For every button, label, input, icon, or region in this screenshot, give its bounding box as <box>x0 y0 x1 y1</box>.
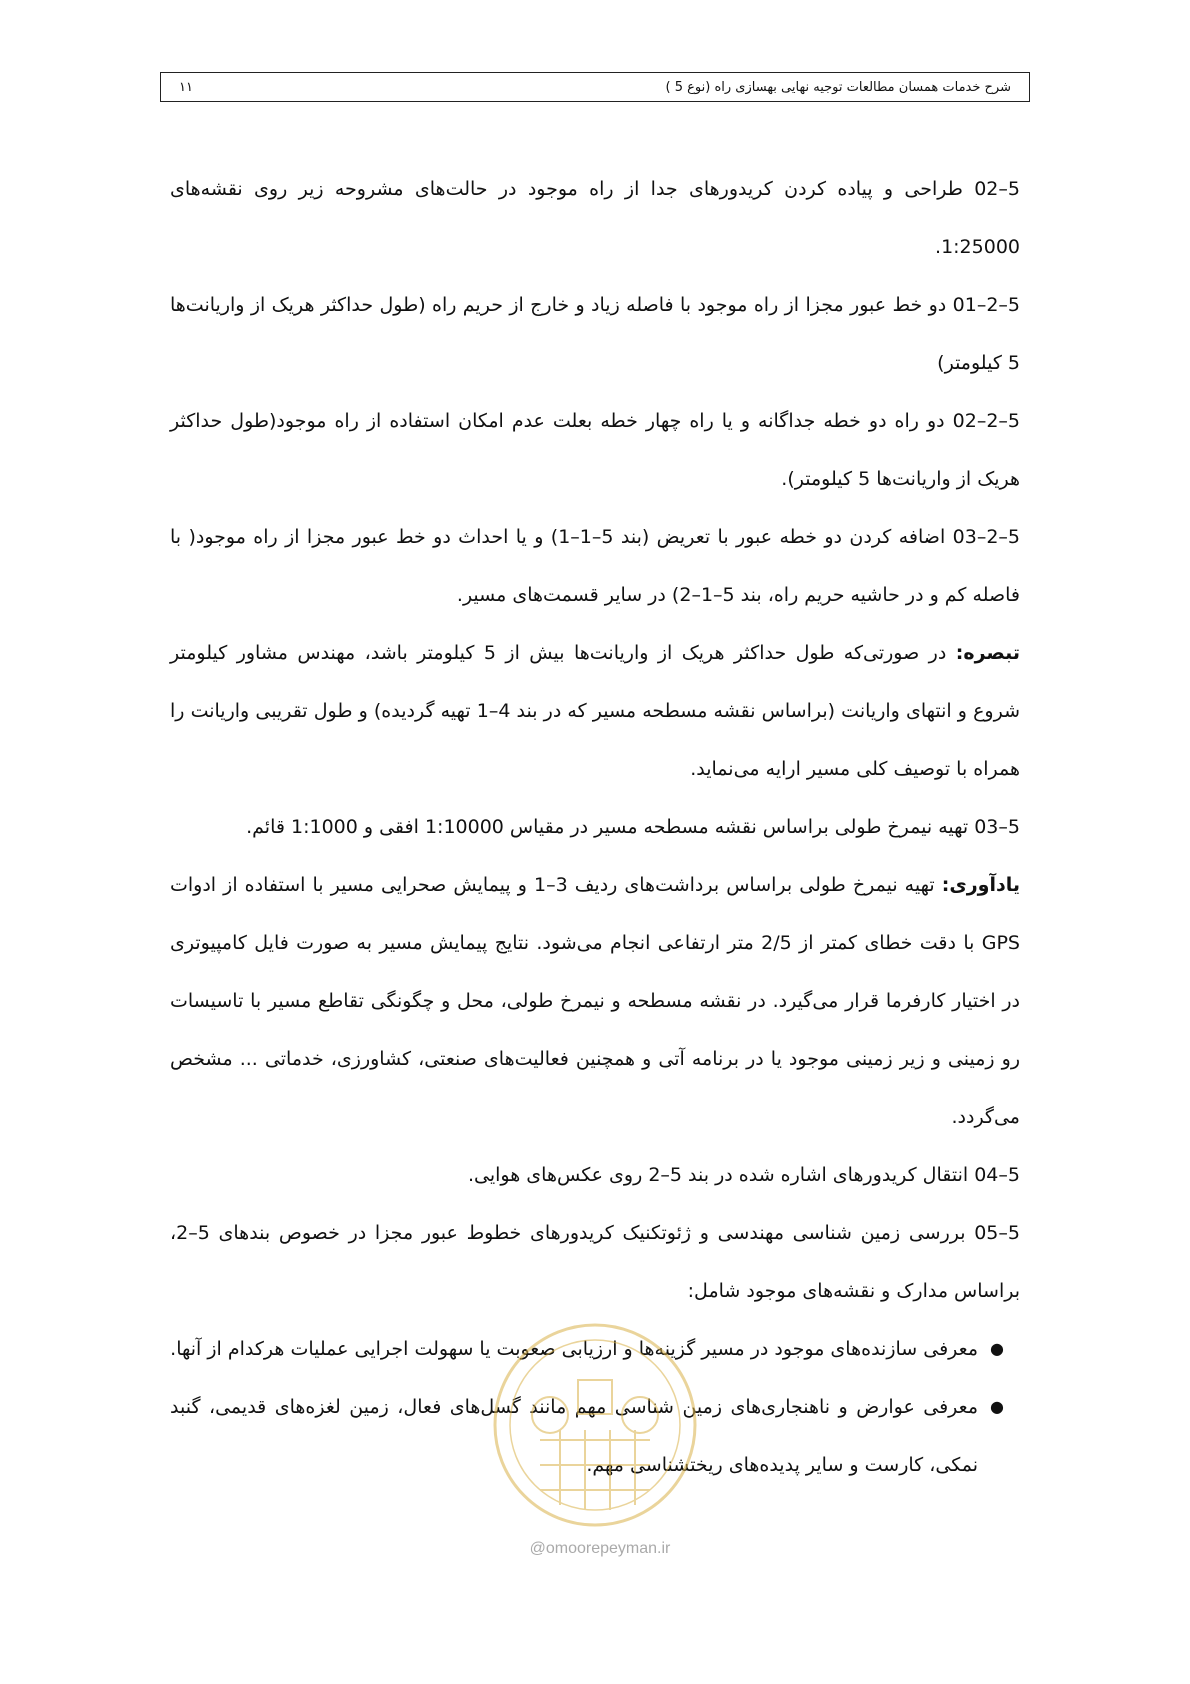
bullet-icon: ● <box>990 1397 1004 1416</box>
document-body <box>170 160 1020 1494</box>
section-5-03: 5–03 تهیه نیمرخ طولی براساس نقشه مسطحه مسیر در مقیاس 1:10000 افقی و 1:1000 قائم. <box>246 816 1020 838</box>
section-5-2-03: 5–2–03 اضافه کردن دو خطه عبور با تعریض (بند 5–1–1) و یا احداث دو خط عبور مجزا از راه موجود( با فاصله کم و در حاشیه حریم راه، بند 5–1–2) در سایر قسمت‌های مسیر. <box>170 526 1020 606</box>
header-title: شرح خدمات همسان مطالعات توجیه نهایی بهسازی راه (نوع 5 ) <box>665 79 1011 95</box>
bullet-icon: ● <box>990 1339 1004 1358</box>
section-5-2-02: 5–2–02 دو راه دو خطه جداگانه و یا راه چهار خطه بعلت عدم امکان استفاده از راه موجود(طول حداکثر هریک از واریانت‌ها 5 کیلومتر). <box>170 410 1020 490</box>
section-5-02: 5–02 طراحی و پیاده کردن کریدورهای جدا از راه موجود در حالت‌های مشروحه زیر روی نقشه‌های 1:25000. <box>170 178 1020 258</box>
reminder-paragraph <box>170 856 1020 1146</box>
watermark-site: @omoorepeyman.ir <box>529 1540 671 1557</box>
reminder-label: یادآوری: <box>941 874 1021 896</box>
note-paragraph <box>170 624 1020 798</box>
bullet-text: معرفی سازنده‌های موجود در مسیر گزینه‌ها و ارزیابی صعوبت یا سهولت اجرایی عملیات هرکدام از آنها. <box>170 1338 978 1360</box>
page-header <box>160 72 1030 102</box>
reminder-text: تهیه نیمرخ طولی براساس برداشت‌های ردیف 3–1 و پیمایش صحرایی مسیر با استفاده از ادوات GPS با دقت خطای کمتر از 2/5 متر ارتفاعی انجام می‌شود. نتایج پیمایش مسیر به صورت فایل کامپیوتری در اختیار کارفرما قرار می‌گیرد. در نقشه مسطحه و نیمرخ طولی، محل و چگونگی تقاطع مسیر با تاسیسات رو زمینی و زیر زمینی موجود یا در برنامه آتی و همچنین فعالیت‌های صنعتی، کشاورزی، خدماتی ... مشخص می‌گردد. <box>170 874 1020 1128</box>
note-text: در صورتی‌که طول حداکثر هریک از واریانت‌ها بیش از 5 کیلومتر باشد، مهندس مشاور کیلومتر شروع و انتهای واریانت (براساس نقشه مسطحه مسیر که در بند 4–1 تهیه گردیده) و طول تقریبی واریانت را همراه با توصیف کلی مسیر ارایه می‌نماید. <box>170 642 1020 780</box>
bullet-text: معرفی عوارض و ناهنجاری‌های زمین شناسی مهم مانند گسل‌های فعال، زمین لغزه‌های قدیمی، گنبد نمکی، کارست و سایر پدیده‌های ریختشناسی مهم. <box>170 1396 978 1476</box>
section-5-2-01: 5–2–01 دو خط عبور مجزا از راه موجود با فاصله زیاد و خارج از حریم راه (طول حداکثر هریک از واریانت‌ها 5 کیلومتر) <box>170 294 1020 374</box>
page-number: ۱۱ <box>179 79 193 95</box>
section-5-05: 5–05 بررسی زمین شناسی مهندسی و ژئوتکنیک کریدورهای خطوط عبور مجزا در خصوص بندهای 5–2، براساس مدارک و نقشه‌های موجود شامل: <box>170 1222 1020 1302</box>
section-5-04: 5–04 انتقال کریدورهای اشاره شده در بند 5–2 روی عکس‌های هوایی. <box>467 1164 1020 1186</box>
watermark-logo-icon <box>490 1320 700 1530</box>
note-label: تبصره: <box>955 642 1020 664</box>
